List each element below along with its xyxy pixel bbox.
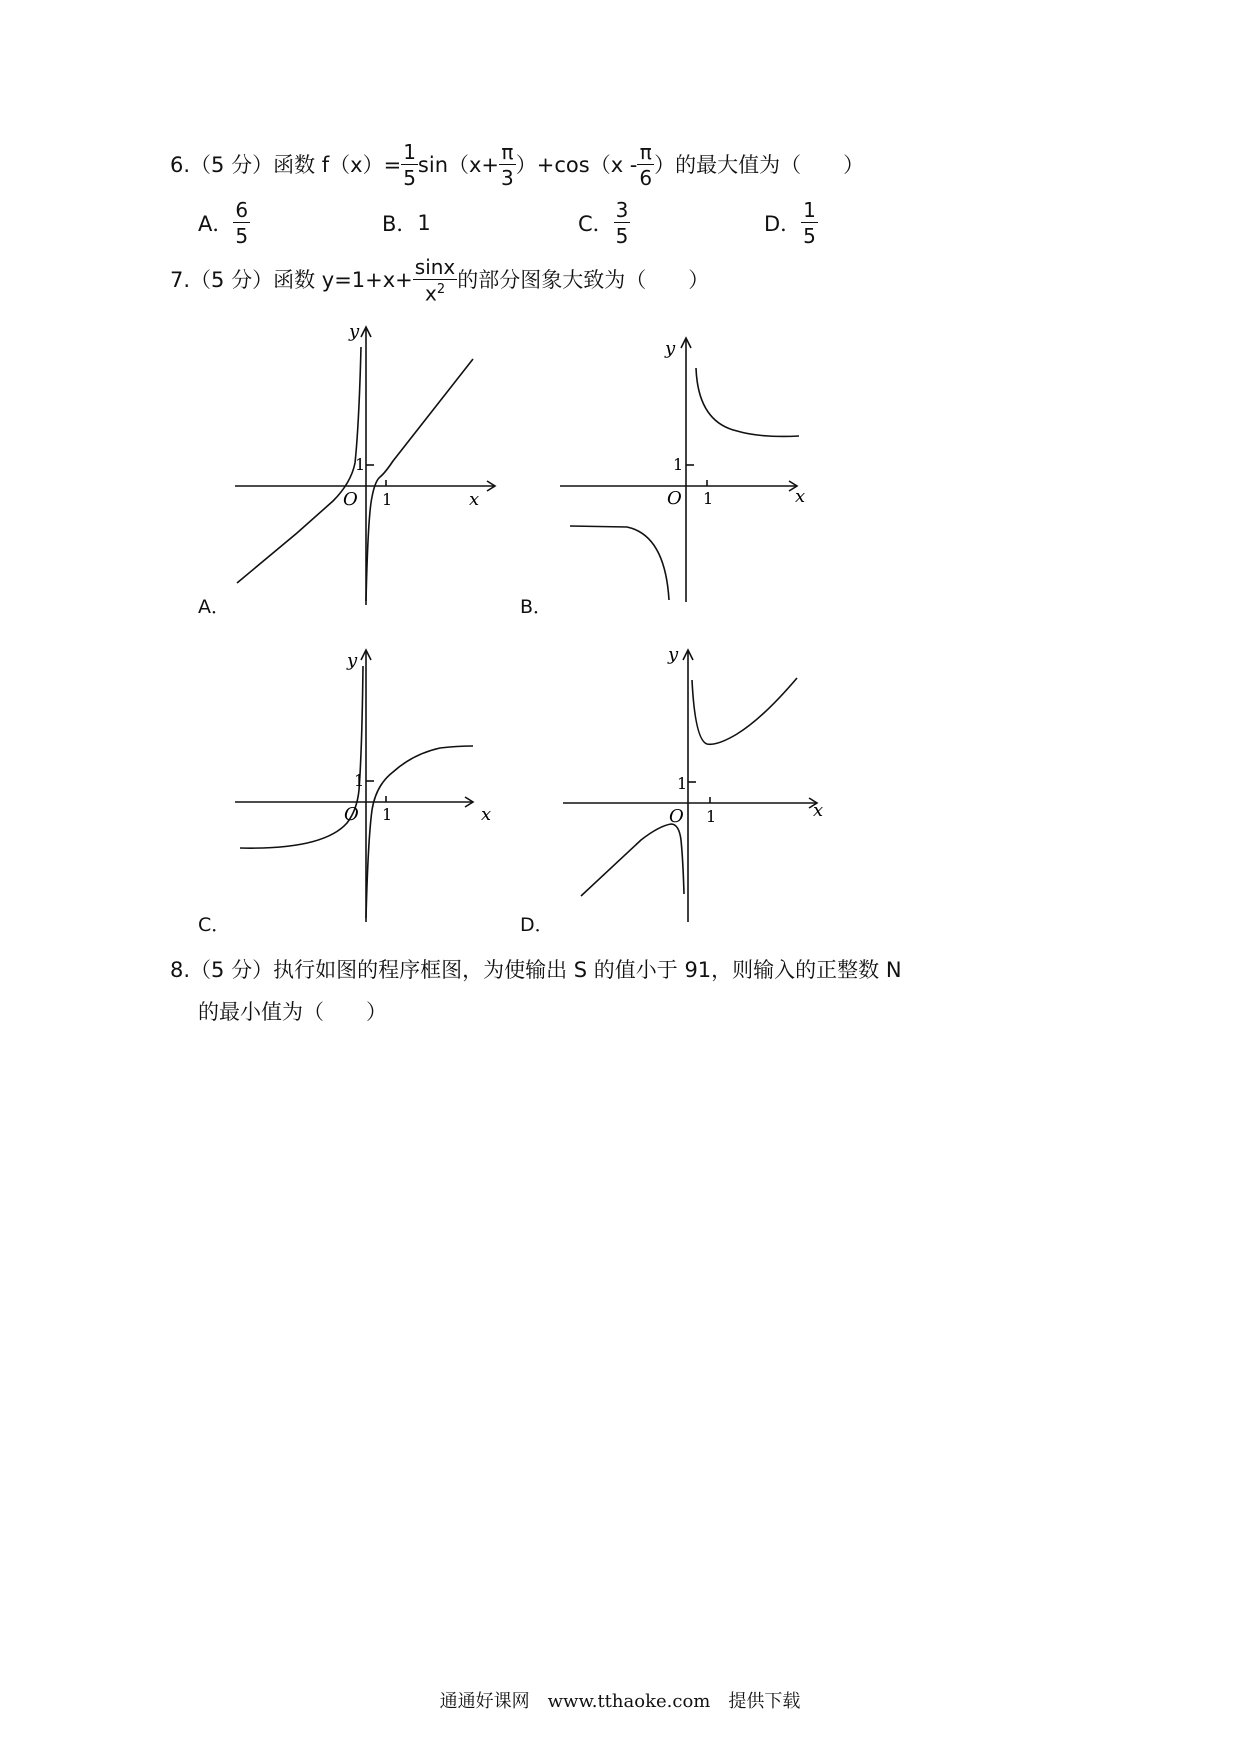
q7-number: 7.	[170, 267, 191, 292]
option-a-fraction: $\frac{6}{5}$	[235, 198, 249, 248]
graph-a-label: A．	[198, 596, 230, 618]
graph-a	[225, 315, 515, 615]
q8-line-1: 执行如图的程序框图，为使输出 S 的值小于 91，则输入的正整数 N	[273, 958, 902, 982]
graph-d-origin-label: O	[669, 806, 684, 827]
graph-b-y-one-label: 1	[673, 455, 684, 474]
option-d-fraction: $\frac{1}{5}$	[803, 198, 816, 248]
graph-a-x-one-label: 1	[382, 490, 393, 509]
q8-number: 8.	[170, 958, 191, 982]
q8-score: （5 分）	[190, 958, 274, 982]
graph-c-y-one-label: 1	[354, 771, 365, 790]
q6-score: （5 分）	[190, 152, 274, 177]
q7-score: （5 分）	[190, 267, 274, 292]
q6-text-c: ）+cos（x -	[515, 152, 638, 177]
graph-b	[555, 330, 815, 615]
q7-text-b: 的部分图象大致为（ ）	[457, 267, 710, 292]
q6-option-a: A． $\frac{6}{5}$	[198, 198, 249, 248]
q6-fraction-3: $\frac{\pi}{6}$	[639, 140, 653, 190]
graph-c-label: C．	[198, 914, 231, 936]
footer-text: 通通好课网 www.tthaoke.com 提供下载	[439, 1691, 801, 1712]
question-8	[170, 960, 902, 981]
graph-a-origin-label: O	[343, 489, 358, 510]
graph-b-y-label: y	[665, 338, 676, 359]
graph-a-y-label: y	[349, 321, 360, 342]
question-7	[170, 252, 709, 308]
q6-option-d: D． $\frac{1}{5}$	[764, 198, 816, 248]
q6-fraction-2: $\frac{\pi}{3}$	[501, 140, 514, 190]
graph-c	[225, 640, 515, 930]
option-b-value: 1	[417, 211, 431, 235]
graph-d-label: D．	[520, 914, 554, 936]
option-c-fraction: $\frac{3}{5}$	[615, 198, 629, 248]
q6-option-c: C． $\frac{3}{5}$	[578, 198, 629, 248]
q6-option-b: B． 1	[382, 211, 431, 236]
graph-b-label: B．	[520, 596, 553, 618]
q6-text-d: ）的最大值为（ ）	[654, 152, 865, 177]
graph-c-origin-label: O	[344, 804, 359, 825]
q6-text-a: 函数 f（x）=	[273, 152, 402, 177]
q6-number: 6.	[170, 152, 191, 177]
graph-b-x-label: x	[795, 486, 806, 507]
question-6	[170, 140, 864, 190]
graph-d-x-one-label: 1	[706, 807, 717, 826]
graph-b-origin-label: O	[667, 488, 682, 509]
graph-c-x-one-label: 1	[382, 805, 393, 824]
q6-fraction-1: $\frac{1}{5}$	[403, 140, 416, 190]
q8-line-2: 的最小值为（ ）	[198, 1000, 387, 1024]
graph-a-x-label: x	[469, 489, 480, 510]
graph-a-y-one-label: 1	[355, 455, 366, 474]
graph-b-x-one-label: 1	[703, 489, 714, 508]
graph-d-y-label: y	[668, 644, 679, 665]
q7-fraction: $\frac{\sin x}{x^2}$	[414, 254, 456, 306]
graph-d-x-label: x	[813, 800, 824, 821]
graph-d	[555, 640, 845, 930]
graph-c-y-label: y	[347, 650, 358, 671]
graph-c-x-label: x	[481, 804, 492, 825]
q7-text-a: 函数 y=1+x+	[273, 267, 413, 292]
q6-text-b: sin（x+	[417, 152, 500, 177]
graph-d-y-one-label: 1	[677, 774, 688, 793]
